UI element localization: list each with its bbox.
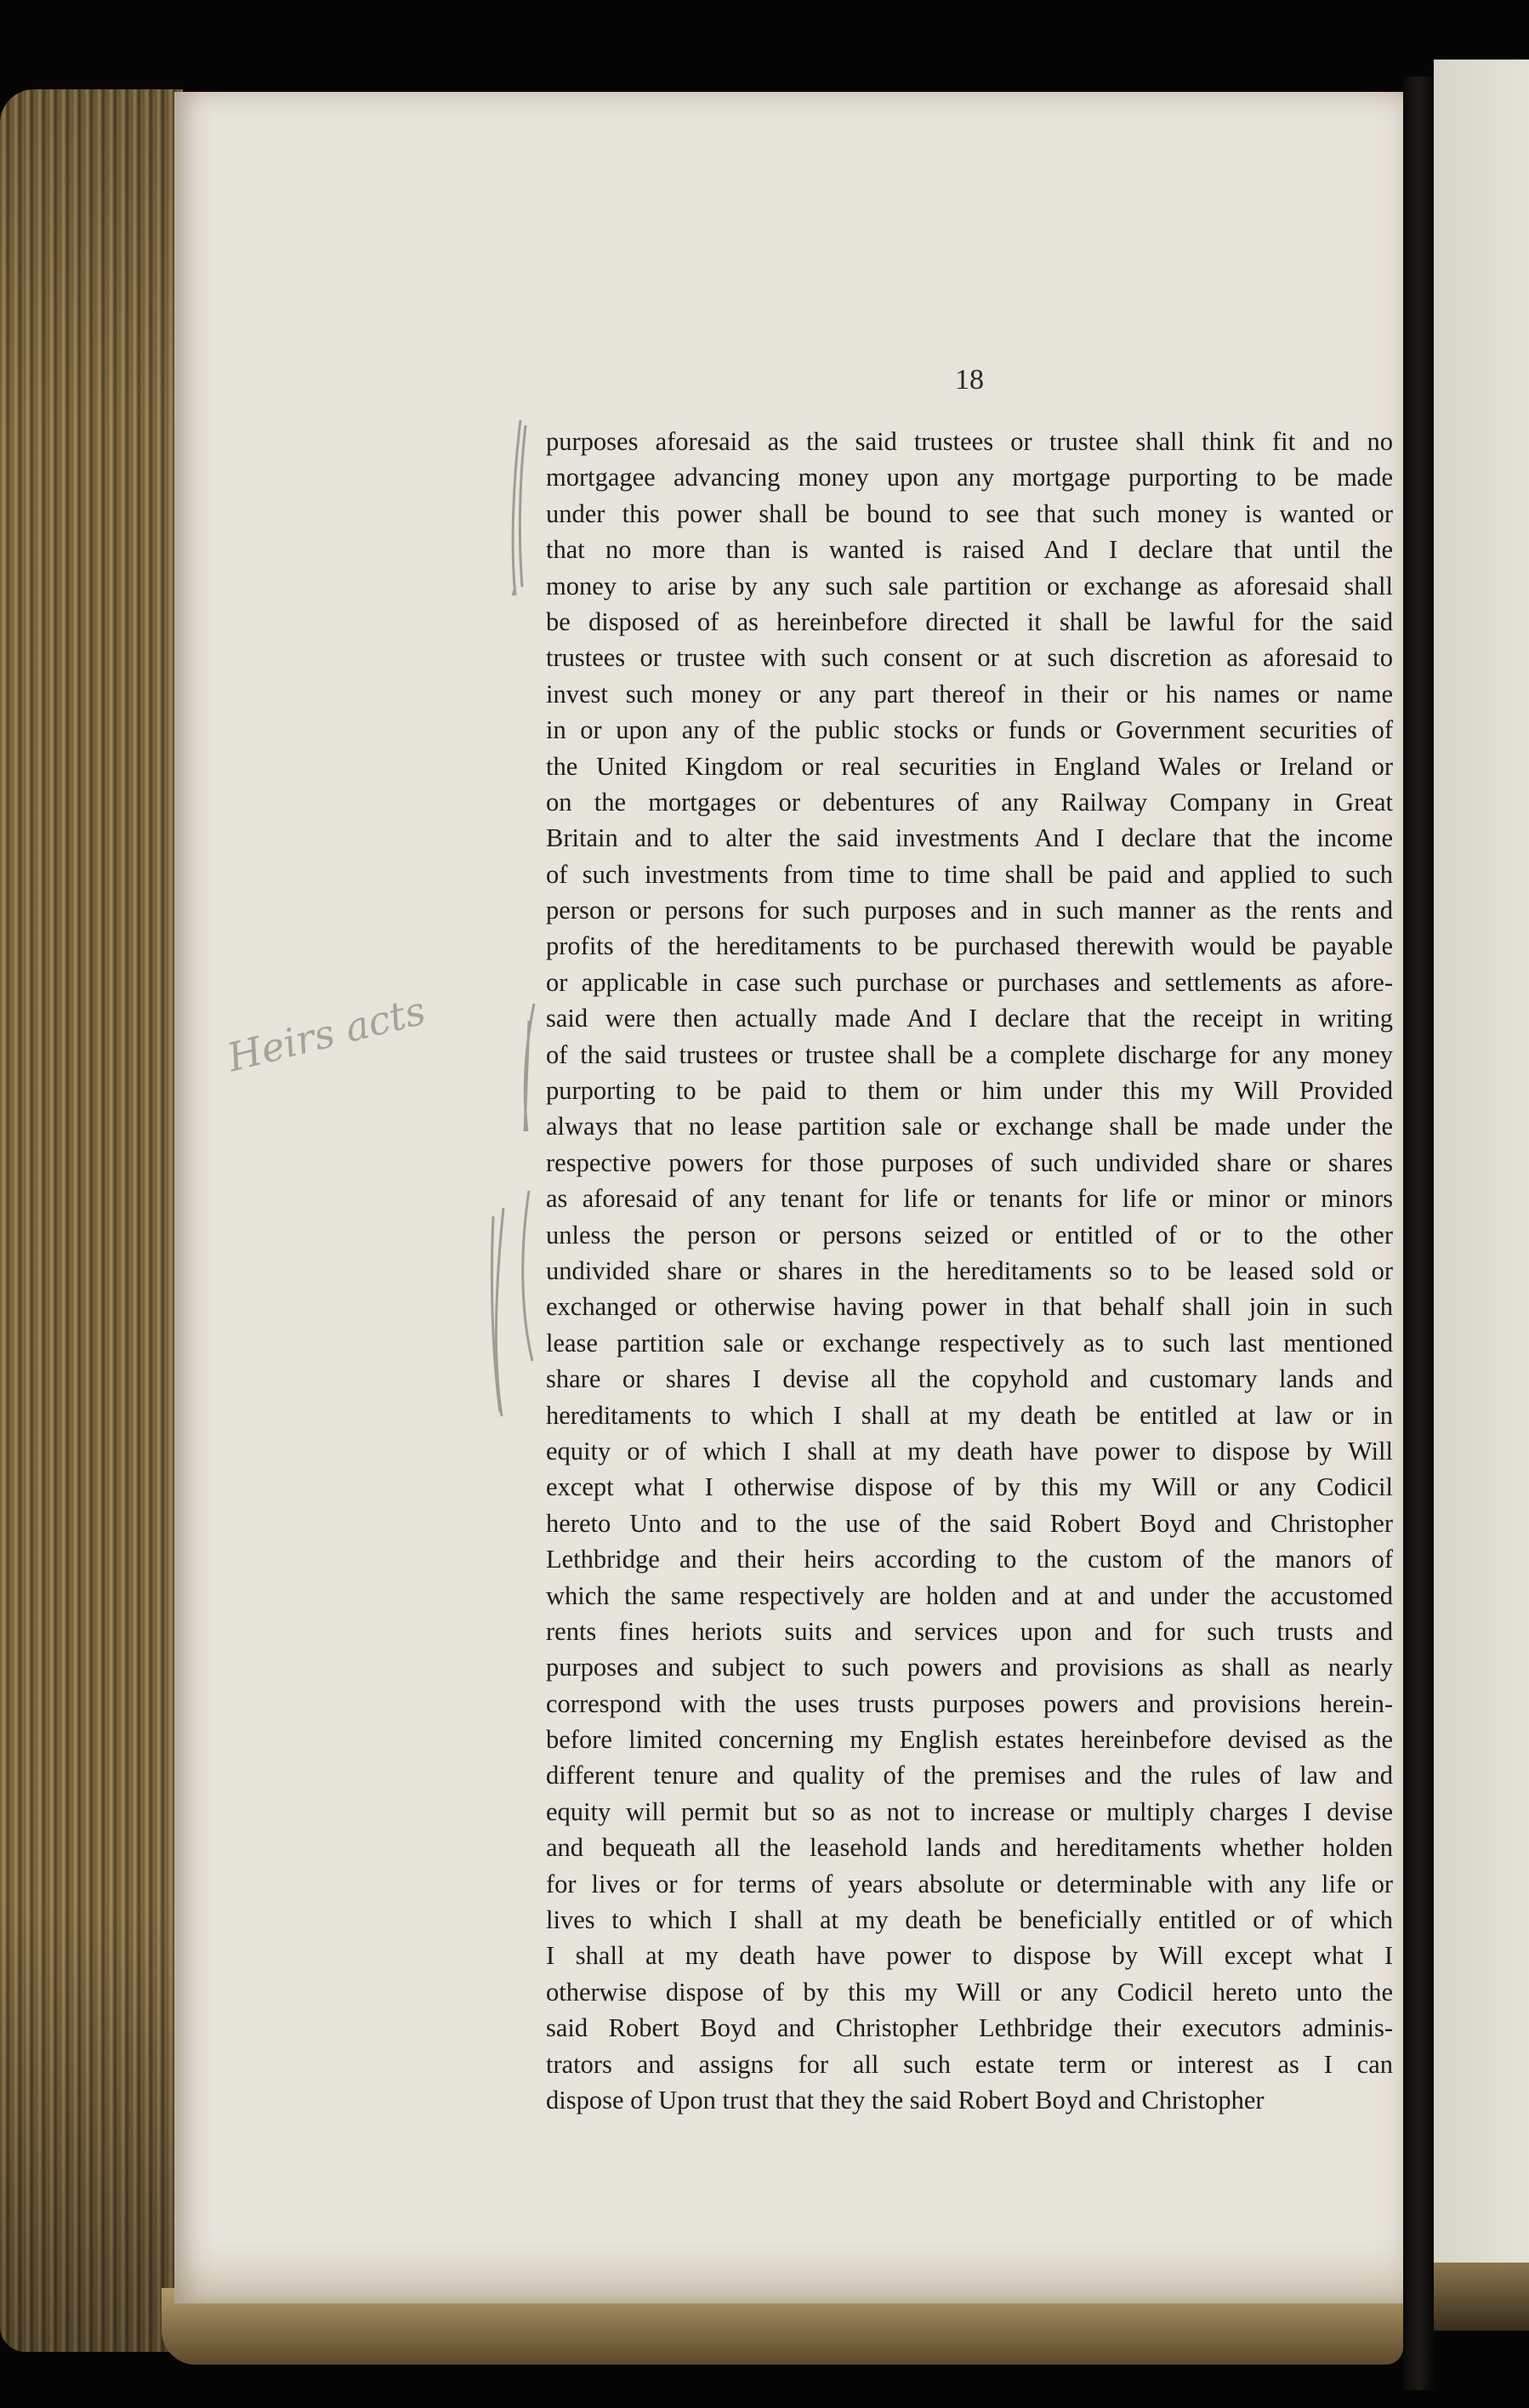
text-line: for lives or for terms of years absolute or determinable with any life or xyxy=(546,1869,1393,1899)
handwritten-margin-note: Heirs acts xyxy=(223,987,430,1081)
text-line: share or shares I devise all the copyhold and customary lands and xyxy=(546,1364,1393,1394)
text-line: different tenure and quality of the premises and the rules of law and xyxy=(546,1761,1393,1790)
text-line: purposes and subject to such powers and provisions as shall as nearly xyxy=(546,1653,1393,1682)
text-line: trustees or trustee with such consent or at such discretion as aforesaid to xyxy=(546,643,1393,673)
text-line: dispose of Upon trust that they the said Robert Boyd and Christopher xyxy=(546,2085,1265,2115)
body-text xyxy=(546,424,1393,2118)
text-line: hereditaments to which I shall at my death be entitled at law or in xyxy=(546,1400,1393,1430)
text-line: undivided share or shares in the hereditaments so to be leased sold or xyxy=(546,1255,1393,1285)
text-line: rents fines heriots suits and services upon and for such trusts and xyxy=(546,1616,1393,1646)
text-line: unless the person or persons seized or entitled of or to the other xyxy=(546,1220,1393,1250)
text-line: which the same respectively are holden and at and under the accustomed xyxy=(546,1580,1393,1610)
text-line: of the said trustees or trustee shall be a complete discharge for any money xyxy=(546,1039,1393,1069)
text-line: and bequeath all the leasehold lands and hereditaments whether holden xyxy=(546,1833,1393,1863)
text-line: otherwise dispose of by this my Will or any Codicil hereto unto the xyxy=(546,1977,1393,2007)
text-line: purposes aforesaid as the said trustees or trustee shall think fit and no xyxy=(546,427,1393,456)
leaves-shadow xyxy=(0,89,183,2352)
text-line: Britain and to alter the said investments And I declare that the income xyxy=(546,823,1393,853)
page-number: 18 xyxy=(955,364,984,396)
text-line: the United Kingdom or real securities in England Wales or Ireland or xyxy=(546,751,1393,781)
text-line: hereto Unto and to the use of the said Robert Boyd and Christopher xyxy=(546,1508,1393,1538)
text-line: except what I otherwise dispose of by this my Will or any Codicil xyxy=(546,1472,1393,1502)
text-line: respective powers for those purposes of such undivided share or shares xyxy=(546,1147,1393,1177)
text-line: I shall at my death have power to dispose by Will except what I xyxy=(546,1941,1393,1971)
text-line: correspond with the uses trusts purposes powers and provisions herein- xyxy=(546,1688,1393,1718)
text-line: that no more than is wanted is raised And I declare that until the xyxy=(546,535,1393,565)
text-line: Lethbridge and their heirs according to the custom of the manors of xyxy=(546,1545,1393,1574)
facing-page-edge xyxy=(1434,60,1529,2271)
text-line: person or persons for such purposes and in such manner as the rents and xyxy=(546,896,1393,925)
text-line: of such investments from time to time shall be paid and applied to such xyxy=(546,859,1393,889)
text-line: lease partition sale or exchange respectively as to such last mentioned xyxy=(546,1328,1393,1358)
text-line: or applicable in case such purchase or purchases and settlements as afore- xyxy=(546,967,1393,997)
text-line: invest such money or any part thereof in their or his names or name xyxy=(546,679,1393,709)
text-line: profits of the hereditaments to be purchased therewith would be payable xyxy=(546,931,1393,961)
text-line: said Robert Boyd and Christopher Lethbridge their executors adminis- xyxy=(546,2013,1393,2043)
text-line: on the mortgages or debentures of any Railway Company in Great xyxy=(546,787,1393,817)
text-line: exchanged or otherwise having power in that behalf shall join in such xyxy=(546,1292,1393,1322)
text-line: said were then actually made And I declare that the receipt in writing xyxy=(546,1004,1393,1033)
text-line: purporting to be paid to them or him under this my Will Provided xyxy=(546,1076,1393,1106)
text-line: money to arise by any such sale partition or exchange as aforesaid shall xyxy=(546,571,1393,601)
text-line: equity will permit but so as not to increase or multiply charges I devise xyxy=(546,1796,1393,1826)
text-line: before limited concerning my English estates hereinbefore devised as the xyxy=(546,1725,1393,1755)
text-line: mortgagee advancing money upon any mortgage purporting to be made xyxy=(546,463,1393,492)
text-line: under this power shall be bound to see that such money is wanted or xyxy=(546,498,1393,528)
book-gutter xyxy=(1403,77,1435,2390)
text-line: equity or of which I shall at my death have power to dispose by Will xyxy=(546,1436,1393,1466)
text-line: always that no lease partition sale or exchange shall be made under the xyxy=(546,1112,1393,1141)
text-line: trators and assigns for all such estate term or interest as I can xyxy=(546,2049,1393,2079)
text-line: lives to which I shall at my death be beneficially entitled or of which xyxy=(546,1905,1393,1935)
facing-page-bottom xyxy=(1434,2263,1529,2331)
text-line: be disposed of as hereinbefore directed it shall be lawful for the said xyxy=(546,606,1393,636)
text-line: as aforesaid of any tenant for life or tenants for life or minor or minors xyxy=(546,1184,1393,1214)
text-line: in or upon any of the public stocks or funds or Government securities of xyxy=(546,715,1393,745)
